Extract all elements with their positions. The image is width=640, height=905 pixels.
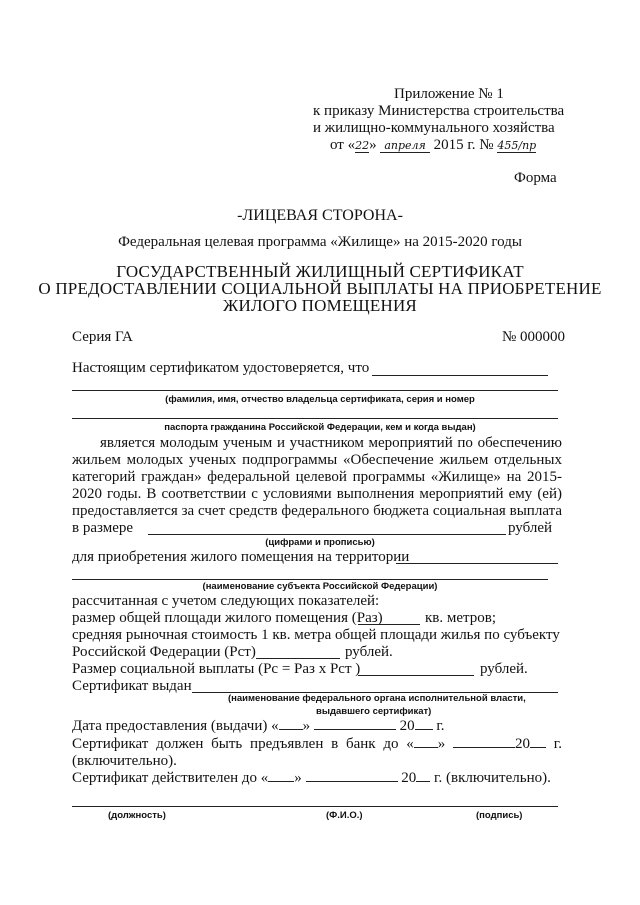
- issue-month-field[interactable]: [314, 729, 396, 730]
- bank-year-field[interactable]: [530, 747, 546, 748]
- issued-by-label: Сертификат выдан: [72, 678, 192, 694]
- bank-year-prefix: 20: [515, 736, 531, 752]
- price-label: Российской Федерации (Рст): [72, 644, 256, 660]
- issue-year-field[interactable]: [415, 729, 433, 730]
- valid-date-label: Сертификат действителен до «: [72, 770, 269, 786]
- certify-text: Настоящим сертификатом удостоверяется, что: [72, 360, 370, 376]
- valid-month-field[interactable]: [306, 781, 398, 782]
- valid-quote: »: [294, 770, 302, 786]
- bank-day-field[interactable]: [414, 747, 438, 748]
- territory-field-line[interactable]: [396, 563, 558, 564]
- issue-date-label: Дата предоставления (выдачи) «: [72, 718, 279, 734]
- caption-position: (должность): [108, 810, 166, 821]
- issue-day-field[interactable]: [279, 729, 303, 730]
- owner-field-line-2[interactable]: [72, 390, 558, 391]
- order-date-mid: »: [369, 137, 377, 153]
- signature-line[interactable]: [72, 806, 558, 807]
- side-label: -ЛИЦЕВАЯ СТОРОНА-: [237, 207, 403, 224]
- order-number: 455/пр: [497, 139, 537, 152]
- order-ministry-line-2: и жилищно-коммунального хозяйства: [313, 120, 555, 136]
- certificate-number: № 000000: [502, 329, 566, 345]
- title-line-2: О ПРЕДОСТАВЛЕНИИ СОЦИАЛЬНОЙ ВЫПЛАТЫ НА ПРИОБРЕТЕНИЕ: [38, 279, 602, 298]
- bank-month-field[interactable]: [453, 747, 515, 748]
- order-day: 22: [355, 139, 370, 152]
- amount-prefix: в размере: [72, 520, 134, 536]
- caption-issuer-2: выдавшего сертификат): [316, 706, 432, 717]
- issue-date-line: [72, 718, 445, 735]
- area-label: размер общей площади жилого помещения (Раз): [72, 610, 383, 626]
- bank-quote: »: [437, 736, 446, 752]
- order-month: апреля: [380, 139, 429, 153]
- bank-inclusive: (включительно).: [72, 753, 177, 769]
- price-unit: рублей.: [345, 644, 393, 660]
- caption-region: (наименование субъекта Российской Федерации): [202, 581, 438, 592]
- calc-intro: рассчитанная с учетом следующих показателей:: [72, 593, 380, 609]
- territory-text: для приобретения жилого помещения на территории: [72, 549, 410, 565]
- amount-suffix: рублей: [508, 520, 553, 536]
- title-line-1: ГОСУДАРСТВЕННЫЙ ЖИЛИЩНЫЙ СЕРТИФИКАТ: [116, 262, 524, 281]
- caption-owner: (фамилия, имя, отчество владельца сертификата, серия и номер: [165, 394, 475, 405]
- area-unit: кв. метров;: [425, 610, 497, 626]
- form-label: Форма: [514, 170, 557, 186]
- passport-field-line[interactable]: [72, 418, 558, 419]
- caption-signature: (подпись): [476, 810, 523, 821]
- issue-year-suffix: г.: [436, 718, 445, 734]
- valid-year-suffix: г. (включительно).: [434, 770, 551, 786]
- series-label: Серия ГА: [72, 329, 133, 345]
- body-line-4: 2020 годы. В соответствии с условиями выполнения мероприятий ему (ей): [72, 486, 562, 502]
- caption-amount: (цифрами и прописью): [265, 537, 375, 548]
- order-date-prefix: от «: [330, 137, 356, 153]
- caption-passport: паспорта гражданина Российской Федерации, кем и когда выдан): [164, 422, 476, 433]
- order-ministry-line: к приказу Министерства строительства: [313, 103, 565, 119]
- owner-field-line[interactable]: [372, 375, 548, 376]
- body-line-3: категорий граждан» федеральной целевой программы «Жилище» на 2015-: [72, 469, 562, 485]
- title-line-3: ЖИЛОГО ПОМЕЩЕНИЯ: [223, 296, 417, 315]
- body-line-2: жильем молодых ученых подпрограммы «Обеспечение жильем отдельных: [72, 452, 562, 468]
- order-year: 2015 г. №: [433, 137, 494, 153]
- amount-field-line[interactable]: [148, 534, 506, 535]
- caption-issuer-1: (наименование федерального органа исполнительной власти,: [228, 693, 526, 704]
- valid-date-line: [72, 770, 551, 787]
- caption-fio: (Ф.И.О.): [326, 810, 363, 821]
- order-date-line: [330, 137, 536, 154]
- valid-year-field[interactable]: [416, 781, 430, 782]
- issue-quote: »: [302, 718, 311, 734]
- bank-date-label: Сертификат должен быть предъявлен в банк до «: [72, 736, 414, 752]
- payment-field-line[interactable]: [358, 675, 474, 676]
- body-line-5: предоставляется за счет средств федерального бюджета социальная выплата: [72, 503, 562, 519]
- region-field-line[interactable]: [72, 579, 548, 580]
- program-line: Федеральная целевая программа «Жилище» на 2015-2020 годы: [118, 234, 522, 250]
- valid-day-field[interactable]: [268, 781, 294, 782]
- bank-year-suffix: г.: [553, 736, 562, 752]
- valid-year-prefix: 20: [401, 770, 417, 786]
- area-field-line[interactable]: [358, 624, 420, 625]
- price-line-1: средняя рыночная стоимость 1 кв. метра общей площади жилья по субъекту: [72, 627, 560, 643]
- price-field-line[interactable]: [256, 658, 340, 659]
- appendix-label: Приложение № 1: [394, 86, 504, 102]
- payment-label: Размер социальной выплаты (Рс = Раз х Рст ): [72, 661, 361, 677]
- body-line-1: является молодым ученым и участником мероприятий по обеспечению: [100, 435, 562, 451]
- bank-date-line: [72, 736, 562, 753]
- payment-unit: рублей.: [480, 661, 528, 677]
- issue-year-prefix: 20: [399, 718, 415, 734]
